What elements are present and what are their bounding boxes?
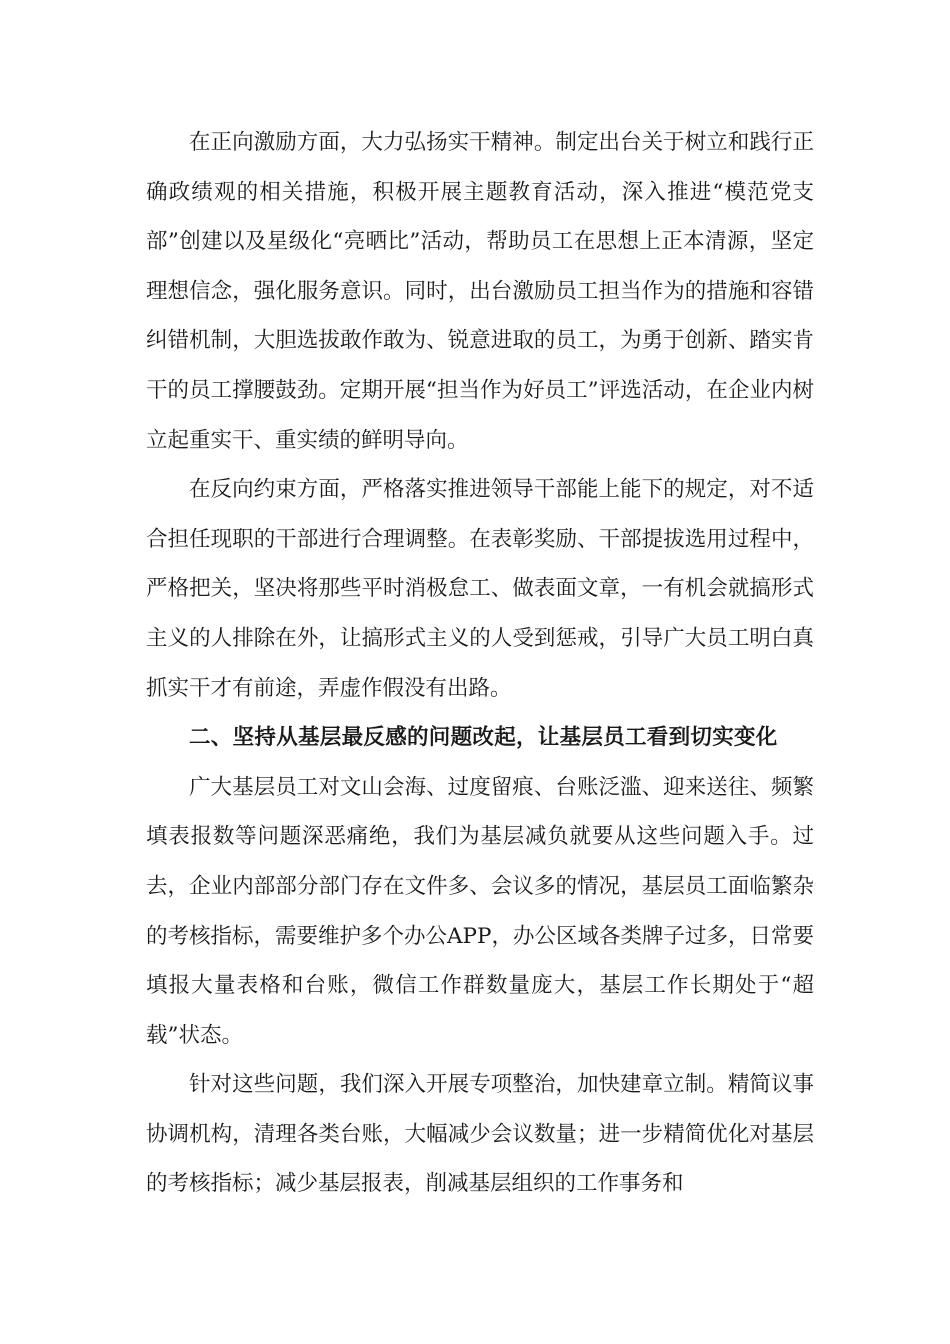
paragraph-positive-incentive: 在正向激励方面，大力弘扬实干精神。制定出台关于树立和践行正确政绩观的相关措施，积极开展主题教育活动，深入推进“模范党支部”创建以及星级化“亮晒比”活动，帮助员工在思想上正本清源，坚定理想信念，强化服务意识。同时，出台激励员工担当作为的措施和容错纠错机制，大胆选拔敢作敢为、锐意进取的员工，为勇于创新、踏实肯干的员工撑腰鼓劲。定期开展“担当作为好员工”评选活动，在企业内树立起重实干、重实绩的鲜明导向。 xyxy=(146,130,814,453)
paragraph-grassroots-problems: 广大基层员工对文山会海、过度留痕、台账泛滥、迎来送往、频繁填表报数等问题深恶痛绝，我们为基层减负就要从这些问题入手。过去，企业内部部分部门存在文件多、会议多的情况，基层员工面临繁杂的考核指标，需要维护多个办公APP，办公区域各类牌子过多，日常要填报大量表格和台账，微信工作群数量庞大，基层工作长期处于“超载”状态。 xyxy=(146,774,814,1048)
section-heading: 二、坚持从基层最反感的问题改起，让基层员工看到切实变化 xyxy=(189,725,778,751)
paragraph-rectification: 针对这些问题，我们深入开展专项整治，加快建章立制。精简议事协调机构，清理各类台账，大幅减少会议数量；进一步精简优化对基层的考核指标；减少基层报表，削减基层组织的工作事务和 xyxy=(146,1072,814,1197)
paragraph-reverse-constraint: 在反向约束方面，严格落实推进领导干部能上能下的规定，对不适合担任现职的干部进行合理调整。在表彰奖励、干部提拔选用过程中，严格把关，坚决将那些平时消极怠工、做表面文章，一有机会就搞形式主义的人排除在外，让搞形式主义的人受到惩戒，引导广大员工明白真抓实干才有前途，弄虚作假没有出路。 xyxy=(146,477,814,701)
document-body xyxy=(146,118,814,1209)
